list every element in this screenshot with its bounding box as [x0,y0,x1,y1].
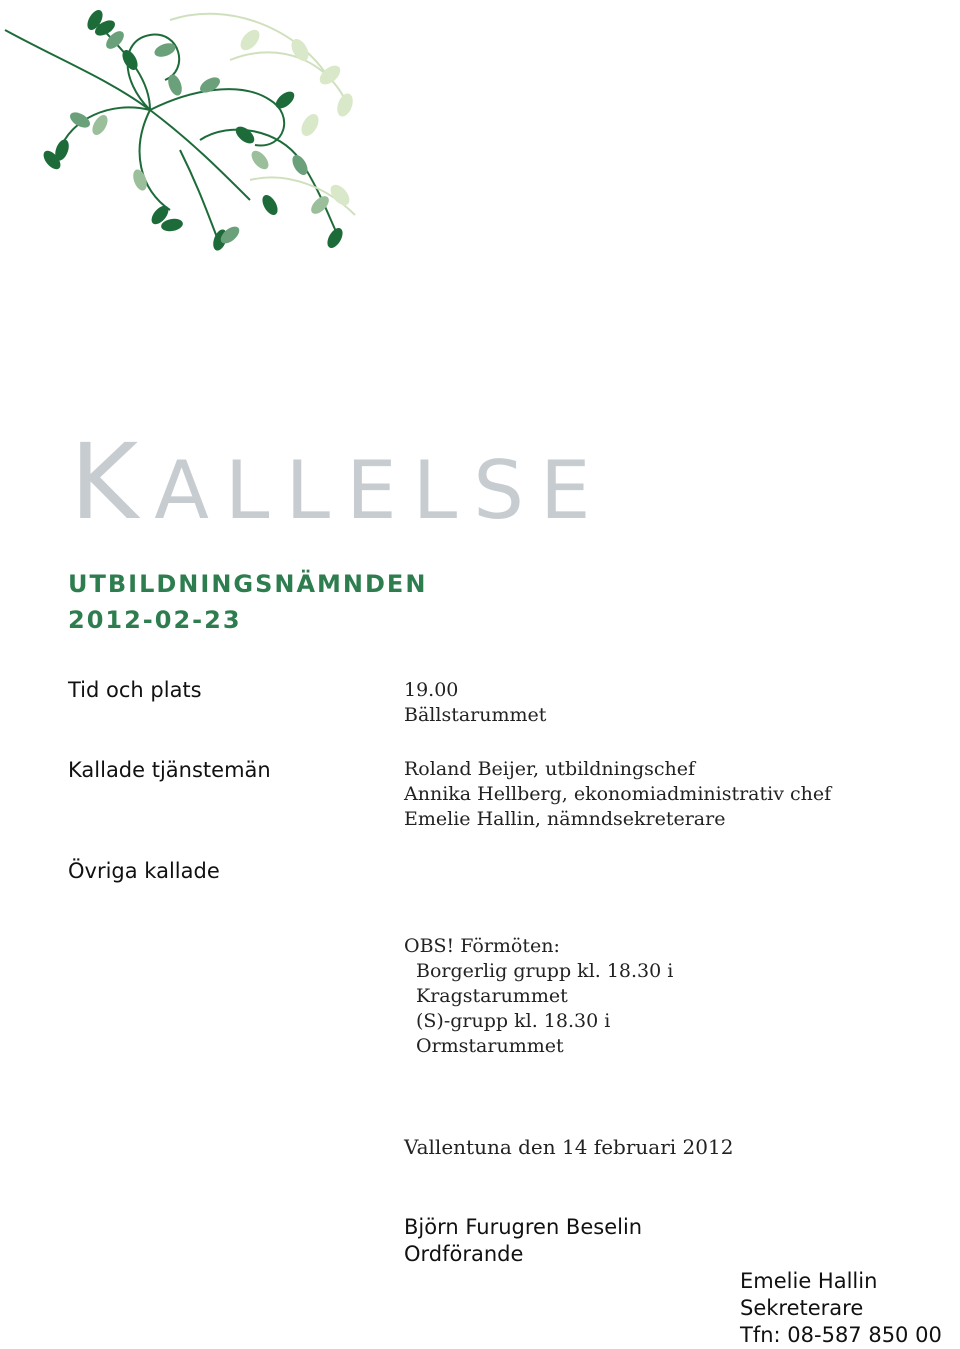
others-label: Övriga kallade [68,859,220,883]
committee-name: UTBILDNINGSNÄMNDEN [68,570,428,598]
leaf-ornament-logo [0,0,370,260]
document-title [70,421,607,543]
notice-block [404,934,673,1059]
title-rest: ALLELSE [154,444,607,537]
notice-line: (S)-grupp kl. 18.30 i [416,1010,611,1032]
title-initial: K [70,421,155,543]
notice-heading: OBS! Förmöten: [404,935,560,957]
place-and-date: Vallentuna den 14 februari 2012 [404,1135,734,1159]
secretary-role: Sekreterare [740,1296,864,1320]
time-place-value [404,678,546,728]
chair-role: Ordförande [404,1242,524,1266]
officials-label: Kallade tjänstemän [68,758,271,782]
secretary-signature [740,1268,942,1349]
secretary-name: Emelie Hallin [740,1269,878,1293]
meeting-room: Bällstarummet [404,704,547,726]
meeting-time: 19.00 [404,679,459,701]
notice-line: Kragstarummet [416,985,568,1007]
chair-name: Björn Furugren Beselin [404,1215,643,1239]
notice-line: Borgerlig grupp kl. 18.30 i [416,960,674,982]
official-item: Annika Hellberg, ekonomiadministrativ chef [404,783,832,805]
secretary-phone: Tfn: 08-587 850 00 [740,1323,942,1347]
official-item: Roland Beijer, utbildningschef [404,758,696,780]
officials-list [404,757,831,832]
official-item: Emelie Hallin, nämndsekreterare [404,808,726,830]
chair-signature [404,1214,642,1268]
notice-line: Ormstarummet [416,1035,564,1057]
meeting-date: 2012-02-23 [68,606,242,634]
time-place-label: Tid och plats [68,678,202,702]
